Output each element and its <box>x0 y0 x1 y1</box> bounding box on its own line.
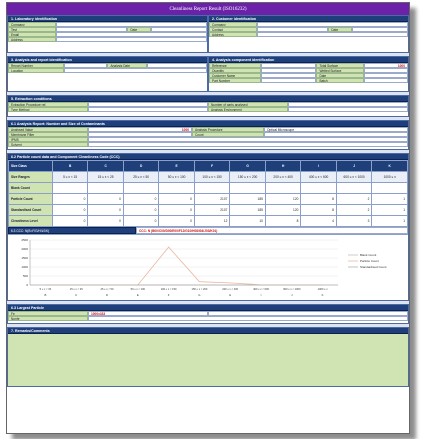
particle-cell[interactable]: 0 <box>52 194 88 205</box>
size-range-cell: 150 ≤ x < 200 <box>230 172 266 183</box>
particle-chart <box>8 235 410 301</box>
analysis-row <box>7 56 409 92</box>
total-surface-value[interactable]: 1000 <box>364 63 408 68</box>
data-point <box>199 281 200 282</box>
column-header: B <box>52 161 88 172</box>
ccc-label: 6.3 CCC: N(B=F/G/H/I/J/K) <box>8 227 136 234</box>
column-header: J <box>336 161 372 172</box>
particle-cell[interactable]: 185 <box>230 194 266 205</box>
customer-identification <box>208 15 409 53</box>
size-range-cell: 5 ≤ x < 15 <box>52 172 88 183</box>
column-header: F <box>194 161 230 172</box>
series-line-1 <box>45 247 322 285</box>
location-label: Location <box>8 68 64 73</box>
legend-label: Blank Count <box>360 253 377 257</box>
column-header: H <box>265 161 301 172</box>
analysis-date-label: Analysis Date <box>107 63 147 68</box>
x-tick-label: 100 ≤ x < 150 <box>160 288 177 291</box>
x-tick-label: 400 ≤ x < 600 <box>253 288 269 291</box>
data-point <box>168 285 169 286</box>
size-range-cell: 100 ≤ x < 150 <box>194 172 230 183</box>
part-number-label: Part Number <box>209 78 261 83</box>
cust-date-label: Date <box>328 27 352 32</box>
legend-label: Particle Count <box>360 259 379 263</box>
report-number-label: Report Number <box>8 63 64 68</box>
standard-cell: 0 <box>159 205 195 216</box>
identification-row <box>7 15 409 53</box>
standard-cell: 120 <box>265 205 301 216</box>
level-cell: 0 <box>123 216 159 227</box>
data-point <box>322 285 323 286</box>
level-cell: 0 <box>159 216 195 227</box>
lab-email-label: Email <box>8 32 56 37</box>
x-category-label: D <box>105 293 109 297</box>
y-tick-label: 1000 <box>21 265 28 269</box>
level-cell: 0 <box>88 216 124 227</box>
particle-cell[interactable]: 120 <box>265 194 301 205</box>
component-id-heading: 4. Analysis component identification <box>209 57 408 63</box>
x-category-label: G <box>198 293 201 297</box>
customer-id-heading: 2. Customer identification <box>209 16 408 22</box>
y-tick-label: 2000 <box>21 247 28 251</box>
particle-cell[interactable]: 8 <box>301 194 337 205</box>
x-category-label: C <box>75 293 78 297</box>
standard-cell: 8 <box>301 205 337 216</box>
quantity-label: Quantity <box>209 68 261 73</box>
particle-count-section <box>7 153 409 301</box>
membrane-filter-label: Membrane Filter <box>8 132 88 137</box>
data-point <box>230 282 231 283</box>
level-cell: 1 <box>372 216 408 227</box>
y-tick-label: 2500 <box>21 238 28 242</box>
particle-cell[interactable]: 0 <box>159 194 195 205</box>
blank-cell[interactable] <box>194 183 230 194</box>
solvent-field[interactable] <box>88 142 408 147</box>
contaminants-heading: 6.1 Analysis Report: Number and Size of Contaminants <box>8 121 408 127</box>
lab-id-heading: 1. Laboratory identification <box>8 16 207 22</box>
standardised-count-label: Standardised Count <box>9 205 53 216</box>
comp-date-label: Date <box>316 73 364 78</box>
type-method-field[interactable] <box>88 107 208 112</box>
blank-cell[interactable] <box>301 183 337 194</box>
cust-address-field[interactable] <box>257 32 408 37</box>
lab-address-label: Address <box>8 37 56 42</box>
level-cell: 3 <box>336 216 372 227</box>
analysis-environment-field[interactable] <box>288 107 408 112</box>
cleanliness-level-label: Cleanliness Level <box>9 216 53 227</box>
particle-cell[interactable]: 2107 <box>194 194 230 205</box>
particle-count-table <box>8 160 408 227</box>
data-point <box>45 285 46 286</box>
x-tick-label: 5 ≤ x < 15 <box>39 288 52 291</box>
ipms-label: IPMS <box>8 137 88 142</box>
x-tick-label: 50 ≤ x < 100 <box>130 288 145 291</box>
data-point <box>76 285 77 286</box>
extraction-procedure-label: Extraction Procedure ref. <box>8 102 88 107</box>
remarks-field[interactable] <box>8 334 408 388</box>
analysis-report-contaminants <box>7 120 409 150</box>
wetted-surface-label: Wetted Surface <box>316 68 364 73</box>
lab-address-field[interactable] <box>56 37 207 42</box>
extraction-heading: 5. Extraction conditions <box>8 96 408 102</box>
data-point <box>261 285 262 286</box>
particle-count-label: Particle Count <box>9 194 53 205</box>
column-header: I <box>301 161 337 172</box>
particle-chart-area <box>8 234 408 300</box>
analysed-value[interactable]: 1000 <box>88 127 192 132</box>
nonfe-label: Nonfe <box>8 316 88 321</box>
blank-cell[interactable] <box>159 183 195 194</box>
x-tick-label: 25 ≤ x < 50 <box>100 288 114 291</box>
y-tick-label: 0 <box>26 283 28 287</box>
size-range-cell: 400 ≤ x < 600 <box>301 172 337 183</box>
ccc-value: CCC: N (B00/C00/D00/E00/F12/G10/H08/I04/J03/K01) <box>136 227 408 234</box>
reference-label: Reference <box>209 63 261 68</box>
column-header: D <box>123 161 159 172</box>
standard-cell: 1 <box>372 205 408 216</box>
standard-cell: 2 <box>336 205 372 216</box>
remarks-heading: 7. Remarks/Comments <box>8 328 408 334</box>
remarks-section <box>7 327 409 387</box>
blank-cell[interactable] <box>230 183 266 194</box>
size-class-row <box>9 161 408 172</box>
x-category-label: H <box>229 293 232 297</box>
location-field[interactable] <box>64 68 207 73</box>
column-header: K <box>372 161 408 172</box>
lab-test-label: Test <box>8 27 56 32</box>
data-point <box>291 285 292 286</box>
report-title: Cleanliness Report Result (ISO16232) <box>7 3 409 15</box>
standardised-count-row <box>9 205 408 216</box>
x-tick-label: 600 ≤ x < 1000 <box>283 288 301 291</box>
standard-cell: 0 <box>52 205 88 216</box>
x-category-label: I <box>260 293 262 297</box>
blank-cell[interactable] <box>52 183 88 194</box>
analysis-environment-label: Analysis Environment <box>208 107 288 112</box>
largest-particle-heading: 6.3 Largest Particle <box>8 305 408 311</box>
data-point <box>168 247 169 248</box>
cust-contact-label: Contact <box>209 27 257 32</box>
data-point <box>199 285 200 286</box>
size-range-cell: 25 ≤ x < 50 <box>123 172 159 183</box>
x-category-label: J <box>291 293 293 297</box>
size-range-cell: 600 ≤ x < 1000 <box>336 172 372 183</box>
analysis-report-identification <box>7 56 208 92</box>
cust-company-label: Company <box>209 22 257 27</box>
x-tick-label: 150 ≤ x < 200 <box>191 288 208 291</box>
blank-count-row <box>9 183 408 194</box>
x-tick-label: 200 ≤ x < 400 <box>222 288 239 291</box>
level-cell: 10 <box>230 216 266 227</box>
standard-cell: 185 <box>230 205 266 216</box>
size-range-cell: 50 ≤ x < 100 <box>159 172 195 183</box>
batch-label: Batch <box>316 78 364 83</box>
fe-label: Fe <box>8 311 88 316</box>
extraction-conditions <box>7 95 409 117</box>
x-category-label: B <box>44 293 47 297</box>
largest-particle-section <box>7 304 409 324</box>
blank-cell[interactable] <box>336 183 372 194</box>
x-tick-label: 1000 ≤ x <box>317 288 328 291</box>
standard-cell: 0 <box>88 205 124 216</box>
part-number-field[interactable] <box>261 78 317 83</box>
legend-label: Standardised Count <box>360 265 387 269</box>
size-range-cell: 15 ≤ x < 25 <box>88 172 124 183</box>
particle-cell[interactable]: 0 <box>88 194 124 205</box>
size-range-cell: 1000 ≤ x <box>372 172 408 183</box>
x-category-label: K <box>321 293 324 297</box>
analysis-procedure-label: Analysis Procedure <box>192 127 264 132</box>
solvent-label: Solvent <box>8 142 88 147</box>
level-cell: 8 <box>265 216 301 227</box>
level-cell: 0 <box>52 216 88 227</box>
level-cell: 12 <box>194 216 230 227</box>
blank-cell[interactable] <box>372 183 408 194</box>
blank-cell[interactable] <box>123 183 159 194</box>
analysis-report-heading: 3. Analysis and report identification <box>8 57 207 63</box>
data-point <box>230 285 231 286</box>
ccc-row <box>8 227 408 234</box>
parts-analysed-label: Number of parts analysed <box>208 102 288 107</box>
y-tick-label: 1500 <box>21 256 28 260</box>
total-surface-label: Total Surface <box>316 63 364 68</box>
data-point <box>137 285 138 286</box>
size-ranges-label: Size Ranges <box>9 172 53 183</box>
blank-cell[interactable] <box>265 183 301 194</box>
particle-cell[interactable]: 2 <box>336 194 372 205</box>
size-ranges-row <box>9 172 408 183</box>
level-cell: 4 <box>301 216 337 227</box>
y-tick-label: 500 <box>22 274 28 278</box>
analysed-value-label: Analysed Value <box>8 127 88 132</box>
batch-field[interactable] <box>364 78 408 83</box>
particle-count-row <box>9 194 408 205</box>
particle-cell[interactable]: 0 <box>123 194 159 205</box>
x-category-label: E <box>136 293 139 297</box>
customer-name-label: Customer Name <box>209 73 261 78</box>
type-method-label: Type Method <box>8 107 88 112</box>
lab-date-label: Date <box>127 27 151 32</box>
lab-company-label: Company <box>8 22 56 27</box>
data-point <box>107 285 108 286</box>
lab-identification <box>7 15 208 53</box>
x-category-label: F <box>167 293 170 297</box>
cust-address-label: Address <box>209 32 257 37</box>
size-range-cell: 200 ≤ x < 400 <box>265 172 301 183</box>
column-header: E <box>159 161 195 172</box>
fe-value[interactable]: 1000x333 <box>88 311 208 316</box>
report-sheet <box>6 2 410 434</box>
particle-cell[interactable]: 1 <box>372 194 408 205</box>
component-identification <box>208 56 409 92</box>
size-class-label: Size Class <box>9 161 53 172</box>
column-header: G <box>230 161 266 172</box>
particle-count-heading: 6.2 Particle count data and Component Cleanliness Code (CCC) <box>8 154 408 160</box>
count-label: Count <box>192 132 264 137</box>
x-tick-label: 15 ≤ x < 25 <box>69 288 83 291</box>
standard-cell: 0 <box>123 205 159 216</box>
column-header: C <box>88 161 124 172</box>
standard-cell: 2107 <box>194 205 230 216</box>
analysis-procedure-value[interactable]: Optical Microscope <box>264 127 408 132</box>
cleanliness-level-row <box>9 216 408 227</box>
blank-count-label: Blank Count <box>9 183 53 194</box>
nonfe-field[interactable] <box>88 316 408 321</box>
blank-cell[interactable] <box>88 183 124 194</box>
